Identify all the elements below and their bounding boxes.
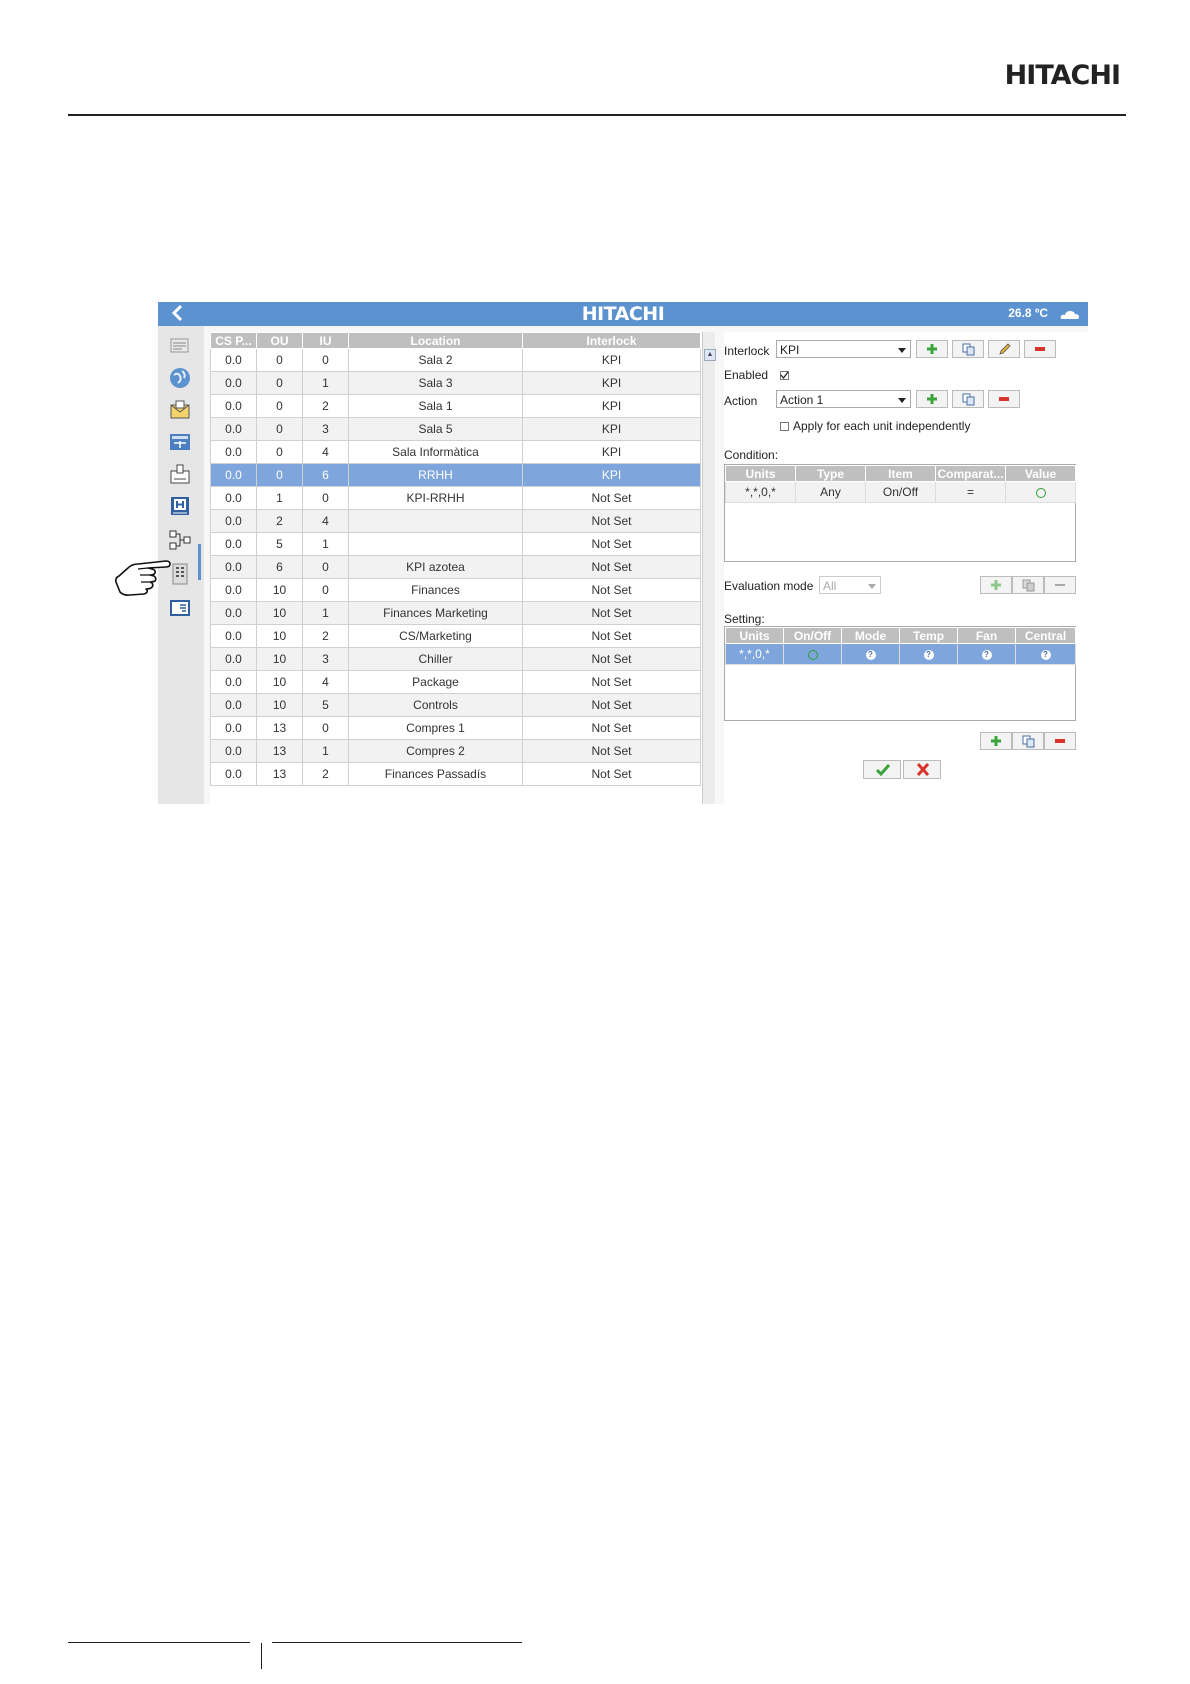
cell-ou: 13 — [257, 717, 303, 740]
cell-location: Sala Informàtica — [349, 441, 523, 464]
cell-cs: 0.0 — [211, 372, 257, 395]
cell-iu: 1 — [303, 372, 349, 395]
copy-icon — [1022, 735, 1035, 748]
cell-location: KPI-RRHH — [349, 487, 523, 510]
table-row[interactable] — [211, 556, 701, 579]
table-row[interactable] — [211, 579, 701, 602]
interlock-select-value: KPI — [780, 343, 800, 357]
cell-interlock: KPI — [523, 395, 701, 418]
cell-location: Chiller — [349, 648, 523, 671]
cell-ou: 6 — [257, 556, 303, 579]
cell-iu: 0 — [303, 579, 349, 602]
cell-location: CS/Marketing — [349, 625, 523, 648]
column-header[interactable]: Value — [1006, 466, 1076, 482]
column-header[interactable]: CS P... — [211, 333, 257, 349]
cell-location: Sala 1 — [349, 395, 523, 418]
setting-label: Setting: — [724, 612, 765, 626]
cell-interlock: Not Set — [523, 671, 701, 694]
hotel-icon[interactable] — [168, 462, 192, 486]
apply-independently-label: Apply for each unit independently — [793, 419, 971, 433]
cell-iu: 3 — [303, 648, 349, 671]
pointing-hand-icon — [114, 552, 176, 600]
cell-location: Compres 2 — [349, 740, 523, 763]
table-row[interactable] — [211, 740, 701, 763]
cell-ou: 1 — [257, 487, 303, 510]
setting-onoff — [784, 644, 842, 665]
condition-units: *,*,0,* — [726, 482, 796, 503]
cell-iu: 2 — [303, 763, 349, 786]
table-row[interactable] — [211, 602, 701, 625]
caret-down-icon — [898, 398, 906, 403]
mail-icon[interactable] — [168, 398, 192, 422]
notes-icon[interactable] — [168, 334, 192, 358]
copy-condition-button[interactable] — [1012, 576, 1044, 594]
add-condition-button[interactable] — [980, 576, 1012, 594]
setting-row[interactable] — [726, 644, 1076, 665]
ring-icon — [1036, 488, 1046, 498]
table-row[interactable] — [211, 717, 701, 740]
cell-cs: 0.0 — [211, 671, 257, 694]
setting-table-header — [726, 628, 1076, 644]
cell-cs: 0.0 — [211, 533, 257, 556]
copy-icon — [962, 393, 975, 406]
minus-icon — [1054, 579, 1066, 591]
question-icon: ? — [924, 650, 934, 660]
cell-interlock: Not Set — [523, 556, 701, 579]
units-scrollbar[interactable] — [702, 332, 715, 804]
apply-independently-checkbox[interactable] — [780, 422, 789, 431]
table-row[interactable] — [211, 671, 701, 694]
table-row[interactable] — [211, 395, 701, 418]
enabled-label: Enabled — [724, 368, 769, 382]
cell-iu: 2 — [303, 395, 349, 418]
copy-action-button[interactable] — [952, 390, 984, 408]
cell-iu: 2 — [303, 625, 349, 648]
checkmark-icon — [780, 371, 789, 380]
floor-plan-icon[interactable] — [168, 430, 192, 454]
table-row[interactable] — [211, 418, 701, 441]
cell-interlock: KPI — [523, 441, 701, 464]
action-select-value: Action 1 — [780, 393, 824, 407]
column-header[interactable]: Temp — [900, 628, 958, 644]
cell-cs: 0.0 — [211, 349, 257, 372]
plus-icon — [990, 735, 1002, 747]
cell-ou: 10 — [257, 625, 303, 648]
cell-interlock: Not Set — [523, 579, 701, 602]
column-header[interactable]: Item — [866, 466, 936, 482]
condition-label: Condition: — [724, 448, 779, 462]
cell-interlock: Not Set — [523, 602, 701, 625]
cell-location: Sala 5 — [349, 418, 523, 441]
add-setting-button[interactable] — [980, 732, 1012, 750]
cell-iu: 4 — [303, 441, 349, 464]
cell-interlock: KPI — [523, 464, 701, 487]
column-header[interactable]: Comparat... — [937, 466, 1004, 481]
cell-cs: 0.0 — [211, 717, 257, 740]
cell-ou: 2 — [257, 510, 303, 533]
cell-cs: 0.0 — [211, 395, 257, 418]
schedule-icon[interactable] — [168, 494, 192, 518]
pencil-icon — [998, 343, 1011, 356]
close-icon — [916, 763, 930, 776]
cell-ou: 10 — [257, 579, 303, 602]
cell-iu: 0 — [303, 717, 349, 740]
cell-iu: 0 — [303, 349, 349, 372]
cell-interlock: Not Set — [523, 763, 701, 786]
cell-ou: 0 — [257, 395, 303, 418]
cell-location: Finances Passadís — [349, 763, 523, 786]
cell-cs: 0.0 — [211, 579, 257, 602]
cancel-button[interactable] — [903, 760, 941, 779]
table-row[interactable] — [211, 510, 701, 533]
cell-location — [349, 533, 523, 556]
edit-interlock-button[interactable] — [988, 340, 1020, 358]
condition-type: Any — [796, 482, 866, 503]
cell-cs: 0.0 — [211, 763, 257, 786]
ring-icon — [808, 650, 818, 660]
cell-interlock: Not Set — [523, 533, 701, 556]
delete-setting-button[interactable] — [1044, 732, 1076, 750]
cell-iu: 1 — [303, 740, 349, 763]
cell-interlock: KPI — [523, 418, 701, 441]
condition-table-header — [726, 466, 1076, 482]
cell-cs: 0.0 — [211, 441, 257, 464]
setting-units: *,*,0,* — [726, 644, 784, 665]
table-row[interactable] — [211, 533, 701, 556]
enabled-checkbox[interactable] — [780, 371, 789, 380]
copy-icon — [962, 343, 975, 356]
copy-interlock-button[interactable] — [952, 340, 984, 358]
cell-ou: 13 — [257, 740, 303, 763]
evaluation-mode-value: All — [823, 579, 837, 593]
cell-location — [349, 510, 523, 533]
plus-icon — [990, 579, 1002, 591]
cell-iu: 0 — [303, 556, 349, 579]
evaluation-mode-label: Evaluation mode — [724, 579, 814, 593]
question-icon: ? — [1041, 650, 1051, 660]
cell-location: Controls — [349, 694, 523, 717]
cell-ou: 13 — [257, 763, 303, 786]
cell-ou: 0 — [257, 464, 303, 487]
column-header[interactable]: Location — [349, 333, 523, 349]
cell-iu: 5 — [303, 694, 349, 717]
table-row[interactable] — [211, 487, 701, 510]
cell-cs: 0.0 — [211, 487, 257, 510]
cell-ou: 10 — [257, 648, 303, 671]
delete-condition-button[interactable] — [1044, 576, 1076, 594]
table-row[interactable] — [211, 625, 701, 648]
globe-icon[interactable] — [168, 366, 192, 390]
footer-rule-left — [68, 1642, 250, 1643]
interlock-label: Interlock — [724, 344, 770, 358]
interlock-panel — [724, 332, 1088, 804]
cell-interlock: Not Set — [523, 740, 701, 763]
confirm-button[interactable] — [863, 760, 901, 779]
cell-cs: 0.0 — [211, 556, 257, 579]
cell-iu: 6 — [303, 464, 349, 487]
units-table — [210, 332, 701, 786]
add-interlock-button[interactable] — [916, 340, 948, 358]
app-title: HITACHI — [581, 303, 665, 325]
cell-cs: 0.0 — [211, 740, 257, 763]
cell-cs: 0.0 — [211, 510, 257, 533]
table-row[interactable] — [211, 694, 701, 717]
cell-interlock: KPI — [523, 372, 701, 395]
setting-fan — [958, 644, 1016, 665]
column-header[interactable]: Mode — [842, 628, 900, 644]
header-rule — [68, 114, 1126, 116]
cell-interlock: KPI — [523, 349, 701, 372]
cell-iu: 1 — [303, 533, 349, 556]
cell-location: Sala 2 — [349, 349, 523, 372]
cell-interlock: Not Set — [523, 510, 701, 533]
minus-icon — [1034, 343, 1046, 355]
column-header[interactable]: Type — [796, 466, 866, 482]
footer-rule-right — [272, 1642, 522, 1643]
cell-interlock: Not Set — [523, 648, 701, 671]
copy-setting-button[interactable] — [1012, 732, 1044, 750]
cell-cs: 0.0 — [211, 625, 257, 648]
column-header[interactable]: Units — [726, 466, 796, 482]
minus-icon — [998, 393, 1010, 405]
cell-iu: 4 — [303, 671, 349, 694]
plus-icon — [926, 343, 938, 355]
cell-ou: 0 — [257, 349, 303, 372]
table-row[interactable] — [211, 464, 701, 487]
condition-value — [1006, 482, 1076, 503]
cell-ou: 0 — [257, 441, 303, 464]
units-table-header — [211, 333, 701, 349]
minus-icon — [1054, 735, 1066, 747]
setting-central — [1016, 644, 1076, 665]
cell-location: KPI azotea — [349, 556, 523, 579]
footer-divider — [261, 1643, 262, 1669]
document-brand-logo: HITACHI — [1004, 60, 1120, 91]
temperature-readout: 26.8 ºC — [1008, 306, 1048, 320]
cell-location: RRHH — [349, 464, 523, 487]
cell-location: Compres 1 — [349, 717, 523, 740]
cell-ou: 0 — [257, 418, 303, 441]
setting-mode — [842, 644, 900, 665]
interlock-icon[interactable] — [168, 528, 192, 552]
condition-row[interactable] — [726, 482, 1076, 503]
cell-cs: 0.0 — [211, 418, 257, 441]
units-grid — [210, 332, 714, 804]
cell-location: Finances — [349, 579, 523, 602]
condition-comparator: = — [936, 482, 1006, 503]
setting-grid — [724, 626, 1076, 721]
cell-ou: 10 — [257, 602, 303, 625]
cell-interlock: Not Set — [523, 625, 701, 648]
table-row[interactable] — [211, 763, 701, 786]
condition-table — [725, 465, 1076, 503]
cell-cs: 0.0 — [211, 694, 257, 717]
column-header[interactable]: IU — [303, 333, 349, 349]
cell-interlock: Not Set — [523, 487, 701, 510]
column-header[interactable]: Fan — [958, 628, 1016, 644]
delete-action-button[interactable] — [988, 390, 1020, 408]
interlock-select[interactable] — [776, 340, 911, 358]
table-row[interactable] — [211, 349, 701, 372]
delete-interlock-button[interactable] — [1024, 340, 1056, 358]
cell-ou: 10 — [257, 694, 303, 717]
copy-icon — [1022, 579, 1035, 592]
title-bar — [158, 302, 1088, 326]
column-header[interactable]: On/Off — [784, 628, 842, 644]
setting-table — [725, 627, 1076, 665]
question-icon: ? — [982, 650, 992, 660]
table-row[interactable] — [211, 648, 701, 671]
caret-down-icon — [868, 584, 876, 589]
app-window — [158, 302, 1088, 804]
table-row[interactable] — [211, 372, 701, 395]
condition-grid — [724, 464, 1076, 562]
caret-down-icon — [898, 348, 906, 353]
condition-item: On/Off — [866, 482, 936, 503]
cell-cs: 0.0 — [211, 464, 257, 487]
table-row[interactable] — [211, 441, 701, 464]
action-label: Action — [724, 394, 758, 408]
column-header[interactable]: Central — [1016, 628, 1076, 644]
column-header[interactable]: Interlock — [523, 333, 701, 349]
add-action-button[interactable] — [916, 390, 948, 408]
cell-ou: 5 — [257, 533, 303, 556]
evaluation-mode-select[interactable] — [819, 576, 881, 594]
cell-iu: 3 — [303, 418, 349, 441]
cell-ou: 0 — [257, 372, 303, 395]
cloud-icon — [1060, 310, 1080, 319]
cell-ou: 10 — [257, 671, 303, 694]
cell-location: Package — [349, 671, 523, 694]
sidebar-active-indicator — [198, 544, 201, 580]
cell-iu: 4 — [303, 510, 349, 533]
cell-iu: 0 — [303, 487, 349, 510]
cell-location: Finances Marketing — [349, 602, 523, 625]
question-icon: ? — [866, 650, 876, 660]
checkmark-icon — [875, 763, 891, 776]
setting-temp — [900, 644, 958, 665]
cell-iu: 1 — [303, 602, 349, 625]
cell-cs: 0.0 — [211, 648, 257, 671]
plus-icon — [926, 393, 938, 405]
column-header[interactable]: Units — [726, 628, 784, 644]
scroll-up-icon[interactable]: ▲ — [704, 349, 716, 361]
cell-cs: 0.0 — [211, 602, 257, 625]
cell-interlock: Not Set — [523, 717, 701, 740]
column-header[interactable]: OU — [257, 333, 303, 349]
cell-location: Sala 3 — [349, 372, 523, 395]
cell-interlock: Not Set — [523, 694, 701, 717]
action-select[interactable] — [776, 390, 911, 408]
